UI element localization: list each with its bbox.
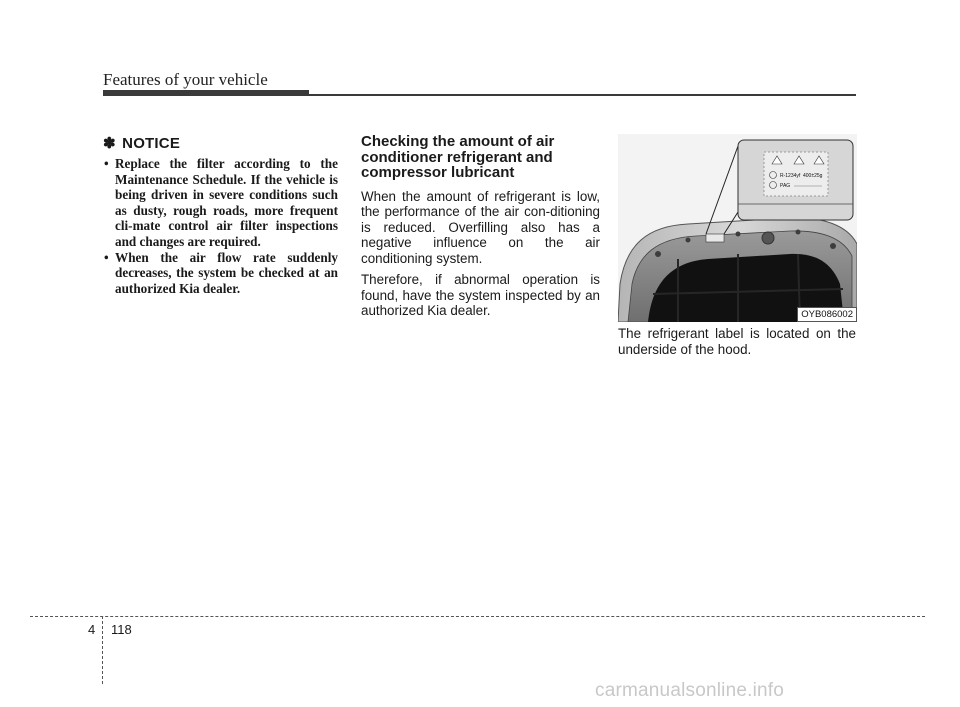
refrigerant-section <box>361 134 600 325</box>
hood-illustration <box>618 134 857 322</box>
footer-vertical-rule <box>102 616 103 684</box>
figure-code: OYB086002 <box>797 307 857 322</box>
watermark: carmanualsonline.info <box>595 680 785 701</box>
notice-title <box>103 134 338 152</box>
figure-caption: The refrigerant label is located on the underside of the hood. <box>618 326 856 357</box>
label-lubricant-type: PAG <box>780 183 791 189</box>
section-paragraph: Therefore, if abnormal operation is found, have the system inspected by an authorized Kia dealer. <box>361 272 600 318</box>
notice-item: • Replace the filter according to the Maintenance Schedule. If the vehicle is being driven in severe conditions such as dusty, rough roads, more frequent cli-mate control air filter inspections and changes are required. <box>103 156 338 250</box>
section-heading: Checking the amount of air conditioner refrigerant and compressor lubricant <box>361 133 555 181</box>
footer-rule <box>30 616 925 617</box>
page-header-title: Features of your vehicle <box>103 70 268 89</box>
page-number: 118 <box>111 622 132 637</box>
chapter-number: 4 <box>88 622 96 637</box>
notice-star-icon: ✽ <box>103 135 116 152</box>
notice-item: • When the air flow rate suddenly decreases, the system be checked at an authorized Kia dealer. <box>103 250 338 297</box>
header-rule-thin <box>309 94 856 96</box>
notice-box <box>103 134 338 296</box>
notice-title-text: NOTICE <box>122 135 181 152</box>
label-refrigerant-type: R-1234yf <box>780 173 801 179</box>
header-rule-thick <box>103 90 309 96</box>
label-refrigerant-amount: 400±25g <box>803 173 823 179</box>
section-paragraph: When the amount of refrigerant is low, the performance of the air con-ditioning is reduced. Overfilling also has a negative influence on the air conditioning system. <box>361 188 600 266</box>
hood-label-figure <box>618 134 857 322</box>
